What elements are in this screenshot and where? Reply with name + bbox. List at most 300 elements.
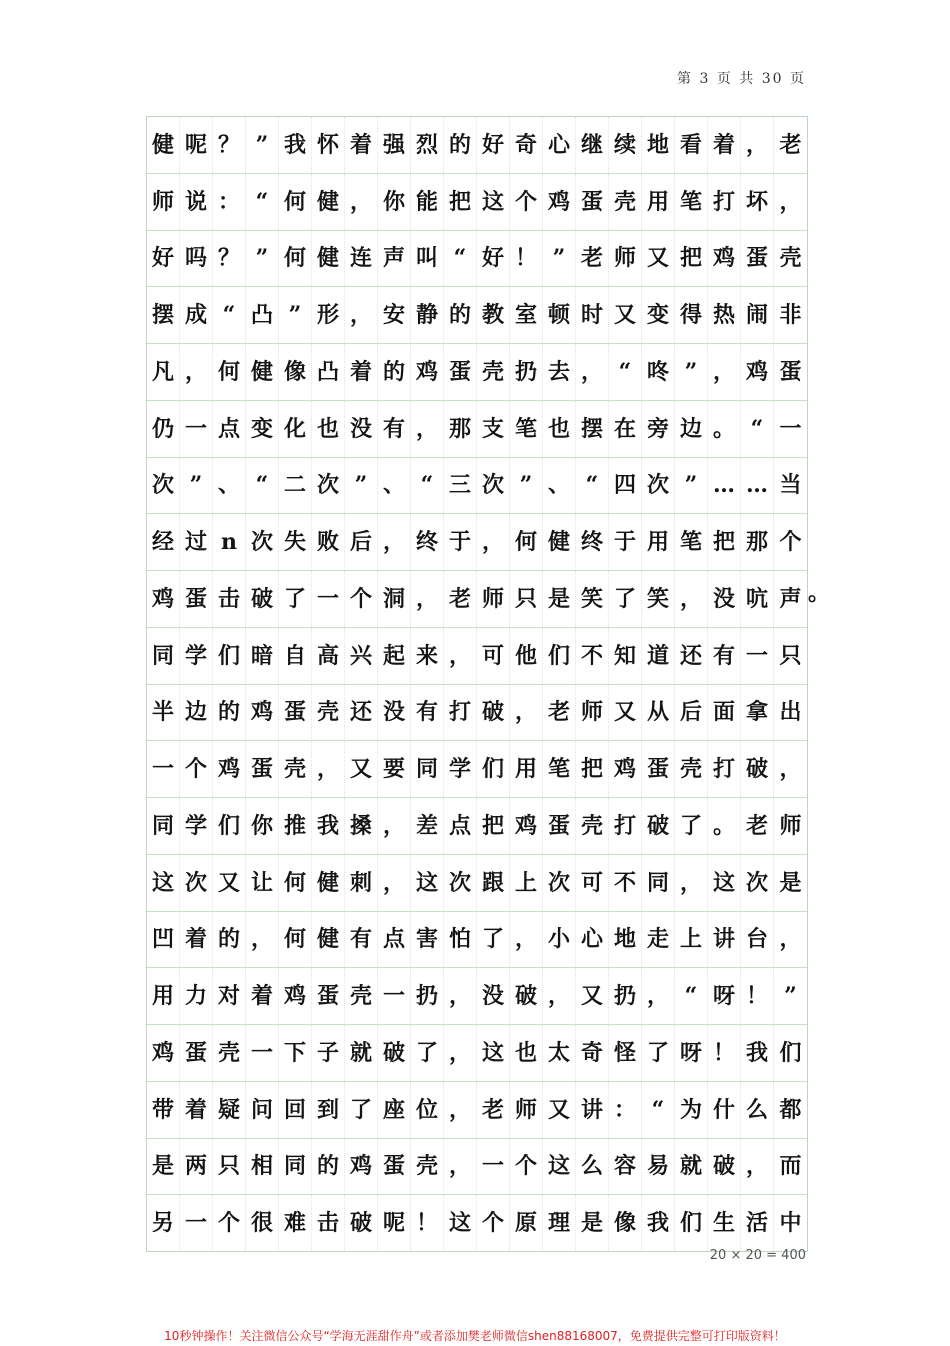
grid-cell: 了 [345, 1082, 378, 1138]
grid-cell: 了 [609, 571, 642, 627]
grid-cell: ， [779, 926, 802, 953]
grid-cell: ” [510, 458, 543, 514]
grid-cell: 师 [477, 571, 510, 627]
grid-cell: 后 [675, 685, 708, 741]
grid-cell: 的 [378, 344, 411, 400]
grid-cell: 次 [477, 458, 510, 514]
grid-cell: 用 [147, 968, 180, 1024]
grid-cell: ： [213, 174, 246, 230]
grid-cell: 有 [411, 685, 444, 741]
grid-cell: 两 [180, 1139, 213, 1195]
grid-cell: 们 [543, 628, 576, 684]
grid-cell: 把 [708, 514, 741, 570]
grid-row [147, 685, 807, 742]
grid-cell: 笔 [675, 514, 708, 570]
grid-cell: 仍 [147, 401, 180, 457]
grid-cell: 理 [543, 1195, 576, 1251]
footer-promo-text: 10秒钟操作！关注微信公众号“学海无涯甜作舟”或者添加樊老师微信shen88168007，免费提供完整可打印版资料！ [164, 1329, 786, 1343]
grid-cell: ， [411, 401, 444, 457]
grid-cell: 我 [312, 798, 345, 854]
grid-cell: 壳 [477, 344, 510, 400]
grid-cell: 鸡 [609, 741, 642, 797]
grid-cell: 变 [246, 401, 279, 457]
grid-cell: ， [510, 685, 543, 741]
grid-cell: 个 [180, 741, 213, 797]
grid-cell: 怕 [444, 912, 477, 968]
grid-cell: 、 [213, 458, 246, 514]
grid-cell: 都 [779, 1096, 802, 1123]
grid-cell: 老 [543, 685, 576, 741]
grid-cell: 原 [510, 1195, 543, 1251]
grid-cell: 鸡 [543, 174, 576, 230]
grid-cell: 破 [378, 1025, 411, 1081]
grid-cell: 蛋 [543, 798, 576, 854]
grid-cell: 像 [609, 1195, 642, 1251]
grid-cell: 可 [576, 855, 609, 911]
grid-cell: 点 [444, 798, 477, 854]
grid-cell: ， [543, 968, 576, 1024]
grid-cell: 何 [279, 174, 312, 230]
grid-row [147, 1025, 807, 1082]
grid-cell: 蛋 [180, 571, 213, 627]
grid-cell: 一 [378, 968, 411, 1024]
grid-cell: 疑 [213, 1082, 246, 1138]
grid-cell: 们 [675, 1195, 708, 1251]
grid-cell: ” [345, 458, 378, 514]
grid-cell: ， [411, 571, 444, 627]
grid-cell: 健 [147, 117, 180, 173]
grid-cell: 看 [675, 117, 708, 173]
grid-cell: ， [779, 188, 802, 215]
grid-cell: 又 [345, 741, 378, 797]
grid-cell: ！ [741, 968, 774, 1024]
grid-cell: 的 [444, 287, 477, 343]
grid-cell: 在 [609, 401, 642, 457]
grid-cell: ， [378, 855, 411, 911]
grid-cell: 为 [675, 1082, 708, 1138]
grid-cell: 也 [543, 401, 576, 457]
grid-cell: 们 [213, 798, 246, 854]
grid-cell: 讲 [708, 912, 741, 968]
grid-row [147, 1139, 807, 1196]
grid-cell: 个 [345, 571, 378, 627]
grid-cell: 破 [345, 1195, 378, 1251]
grid-cell: 这 [477, 1025, 510, 1081]
grid-cell: 何 [510, 514, 543, 570]
grid-cell: 扔 [510, 344, 543, 400]
grid-cell: 三 [444, 458, 477, 514]
grid-cell: 着 [708, 117, 741, 173]
grid-cell: 心 [543, 117, 576, 173]
grid-cell: 健 [312, 855, 345, 911]
grid-cell: 破 [510, 968, 543, 1024]
grid-cell: 击 [213, 571, 246, 627]
grid-cell: 一 [779, 415, 802, 442]
grid-cell: 刺 [345, 855, 378, 911]
grid-row [147, 571, 807, 628]
grid-cell: 着 [345, 344, 378, 400]
grid-cell: 师 [147, 174, 180, 230]
grid-cell: 奇 [576, 1025, 609, 1081]
grid-cell: 续 [609, 117, 642, 173]
grid-cell: 老 [576, 231, 609, 287]
grid-cell: 老 [779, 131, 802, 158]
grid-cell: ， [708, 344, 741, 400]
grid-cell: 扔 [609, 968, 642, 1024]
grid-cell: 可 [477, 628, 510, 684]
grid-row [147, 287, 807, 344]
grid-cell: 蛋 [279, 685, 312, 741]
grid-cell: 二 [279, 458, 312, 514]
grid-cell: “ [444, 231, 477, 287]
grid-cell: 差 [411, 798, 444, 854]
grid-cell: ， [444, 1025, 477, 1081]
grid-cell: 凡 [147, 344, 180, 400]
grid-cell: 只 [779, 642, 802, 669]
grid-cell: 兴 [345, 628, 378, 684]
grid-cell: 又 [609, 685, 642, 741]
grid-cell: 你 [246, 798, 279, 854]
grid-cell: 到 [312, 1082, 345, 1138]
grid-cell: ， [576, 344, 609, 400]
grid-cell: 搡 [345, 798, 378, 854]
grid-cell: 的 [312, 1139, 345, 1195]
grid-cell: ！ [708, 1025, 741, 1081]
grid-cell: 只 [510, 571, 543, 627]
grid-cell: 一 [147, 741, 180, 797]
grid-row [147, 174, 807, 231]
grid-cell: 说 [180, 174, 213, 230]
grid-cell: 终 [411, 514, 444, 570]
grid-cell: 成 [180, 287, 213, 343]
grid-cell: 笑 [642, 571, 675, 627]
grid-cell: 学 [444, 741, 477, 797]
grid-cell: 健 [246, 344, 279, 400]
grid-cell: 个 [510, 1139, 543, 1195]
grid-cell: 打 [708, 741, 741, 797]
grid-cell: 壳 [576, 798, 609, 854]
grid-cell: 这 [411, 855, 444, 911]
grid-cell: 闹 [741, 287, 774, 343]
grid-cell: 又 [576, 968, 609, 1024]
grid-cell: 凸 [246, 287, 279, 343]
grid-cell: 一 [180, 401, 213, 457]
grid-cell: 蛋 [180, 1025, 213, 1081]
grid-cell: 有 [708, 628, 741, 684]
grid-cell: 同 [147, 628, 180, 684]
grid-cell: 去 [543, 344, 576, 400]
grid-cell: 把 [477, 798, 510, 854]
grid-cell: 叫 [411, 231, 444, 287]
grid-cell: 蛋 [741, 231, 774, 287]
grid-cell: 同 [642, 855, 675, 911]
grid-cell: 化 [279, 401, 312, 457]
grid-cell: 破 [741, 741, 774, 797]
grid-cell: 活 [741, 1195, 774, 1251]
grid-cell: 地 [642, 117, 675, 173]
grid-row [147, 1195, 807, 1251]
grid-cell: 上 [675, 912, 708, 968]
grid-cell: 而 [779, 1153, 802, 1180]
grid-cell: 鸡 [411, 344, 444, 400]
grid-cell: 失 [279, 514, 312, 570]
grid-cell: 就 [345, 1025, 378, 1081]
grid-cell: 于 [609, 514, 642, 570]
grid-cell: 点 [213, 401, 246, 457]
grid-count-label: 20 × 20 = 400 [709, 1248, 806, 1263]
grid-cell: ， [378, 798, 411, 854]
grid-cell: 也 [510, 1025, 543, 1081]
grid-cell: 个 [510, 174, 543, 230]
grid-cell: 壳 [312, 685, 345, 741]
grid-cell: 上 [510, 855, 543, 911]
grid-cell: 终 [576, 514, 609, 570]
grid-cell: 鸡 [213, 741, 246, 797]
grid-cell: 那 [444, 401, 477, 457]
grid-cell: 同 [147, 798, 180, 854]
grid-cell: 学 [180, 628, 213, 684]
grid-row [147, 628, 807, 685]
grid-cell: 室 [510, 287, 543, 343]
grid-cell: 壳 [411, 1139, 444, 1195]
grid-cell: 个 [779, 529, 802, 556]
grid-cell: 我 [279, 117, 312, 173]
grid-cell: 笔 [543, 741, 576, 797]
grid-cell: 老 [444, 571, 477, 627]
grid-cell: 子 [312, 1025, 345, 1081]
grid-cell: ， [477, 514, 510, 570]
grid-cell: 座 [378, 1082, 411, 1138]
grid-cell: 容 [609, 1139, 642, 1195]
grid-cell: ” [543, 231, 576, 287]
grid-cell: 着 [246, 968, 279, 1024]
grid-cell: 还 [345, 685, 378, 741]
grid-cell: 摆 [147, 287, 180, 343]
grid-cell: 老 [477, 1082, 510, 1138]
grid-cell: 是 [779, 869, 802, 896]
grid-row [147, 741, 807, 798]
grid-row [147, 798, 807, 855]
grid-cell: 教 [477, 287, 510, 343]
grid-cell: 有 [345, 912, 378, 968]
grid-cell: 不 [609, 855, 642, 911]
grid-cell: 像 [279, 344, 312, 400]
grid-cell: 壳 [779, 245, 802, 272]
grid-cell: 跟 [477, 855, 510, 911]
grid-cell: 又 [543, 1082, 576, 1138]
grid-cell: 一 [741, 628, 774, 684]
grid-cell: 好 [477, 231, 510, 287]
grid-cell: 壳 [213, 1025, 246, 1081]
grid-cell: 鸡 [147, 1025, 180, 1081]
overflow-punctuation: 。 [808, 580, 831, 606]
grid-cell: 是 [543, 571, 576, 627]
grid-cell: 没 [345, 401, 378, 457]
grid-cell: 高 [312, 628, 345, 684]
grid-cell: 变 [642, 287, 675, 343]
grid-cell: 鸡 [510, 798, 543, 854]
grid-cell: 要 [378, 741, 411, 797]
grid-cell: ” [180, 458, 213, 514]
grid-cell: “ [246, 458, 279, 514]
grid-cell: ， [642, 968, 675, 1024]
grid-cell: 健 [543, 514, 576, 570]
grid-cell: 也 [312, 401, 345, 457]
grid-cell: 从 [642, 685, 675, 741]
grid-cell: 壳 [345, 968, 378, 1024]
grid-cell: 没 [378, 685, 411, 741]
grid-cell: 蛋 [246, 741, 279, 797]
grid-cell: 点 [378, 912, 411, 968]
grid-cell: 下 [279, 1025, 312, 1081]
grid-cell: 知 [609, 628, 642, 684]
grid-cell: 呀 [675, 1025, 708, 1081]
grid-cell: 小 [543, 912, 576, 968]
grid-cell: 了 [675, 798, 708, 854]
grid-cell: 摆 [576, 401, 609, 457]
grid-cell: “ [246, 174, 279, 230]
grid-cell: “ [741, 401, 774, 457]
grid-cell: 暗 [246, 628, 279, 684]
grid-cell: 师 [510, 1082, 543, 1138]
grid-cell: 边 [675, 401, 708, 457]
grid-cell: 败 [312, 514, 345, 570]
grid-cell: 笔 [675, 174, 708, 230]
grid-cell: 相 [246, 1139, 279, 1195]
grid-cell: ？ [213, 231, 246, 287]
grid-cell: 这 [147, 855, 180, 911]
grid-cell: ？ [213, 117, 246, 173]
grid-cell: 一 [180, 1195, 213, 1251]
grid-cell: 笔 [510, 401, 543, 457]
grid-cell: 们 [477, 741, 510, 797]
grid-cell: 健 [312, 912, 345, 968]
grid-cell: ， [675, 855, 708, 911]
grid-cell: 这 [477, 174, 510, 230]
grid-cell: 何 [213, 344, 246, 400]
grid-cell: 蛋 [312, 968, 345, 1024]
grid-cell: 么 [741, 1082, 774, 1138]
grid-cell: 打 [444, 685, 477, 741]
grid-cell: 破 [477, 685, 510, 741]
grid-cell: 半 [147, 685, 180, 741]
grid-cell: 又 [642, 231, 675, 287]
grid-cell: 一 [477, 1139, 510, 1195]
grid-cell: 鸡 [741, 344, 774, 400]
grid-cell: “ [609, 344, 642, 400]
grid-cell: 回 [279, 1082, 312, 1138]
grid-row [147, 968, 807, 1025]
grid-cell: ” [246, 231, 279, 287]
grid-cell: 台 [741, 912, 774, 968]
grid-cell: 学 [180, 798, 213, 854]
grid-cell: n [213, 514, 246, 570]
grid-cell: 起 [378, 628, 411, 684]
grid-cell: “ [642, 1082, 675, 1138]
grid-cell: 又 [609, 287, 642, 343]
grid-cell: 用 [642, 514, 675, 570]
grid-cell: 洞 [378, 571, 411, 627]
grid-cell: 同 [411, 741, 444, 797]
grid-cell: 咚 [642, 344, 675, 400]
grid-cell: 出 [779, 699, 802, 726]
grid-cell: 得 [675, 287, 708, 343]
grid-cell: 次 [180, 855, 213, 911]
grid-cell: ： [609, 1082, 642, 1138]
grid-cell: 好 [477, 117, 510, 173]
grid-cell: 何 [279, 855, 312, 911]
grid-cell: 坏 [741, 174, 774, 230]
grid-cell: 个 [477, 1195, 510, 1251]
grid-cell: 们 [213, 628, 246, 684]
grid-cell: 还 [675, 628, 708, 684]
grid-cell: 有 [378, 401, 411, 457]
grid-cell: 鸡 [147, 571, 180, 627]
grid-cell: 道 [642, 628, 675, 684]
grid-cell: ” [784, 983, 797, 1010]
grid-cell: 安 [378, 287, 411, 343]
grid-cell: 一 [246, 1025, 279, 1081]
grid-row [147, 855, 807, 912]
grid-cell: ， [312, 741, 345, 797]
grid-cell: ， [444, 628, 477, 684]
grid-cell: 鸡 [345, 1139, 378, 1195]
grid-cell: ， [741, 117, 774, 173]
grid-cell: 强 [378, 117, 411, 173]
grid-cell: 们 [779, 1039, 802, 1066]
grid-cell: 。 [708, 798, 741, 854]
grid-cell: 同 [279, 1139, 312, 1195]
grid-cell: 对 [213, 968, 246, 1024]
grid-cell: 次 [543, 855, 576, 911]
grid-cell: 他 [510, 628, 543, 684]
grid-cell: 时 [576, 287, 609, 343]
grid-cell: “ [411, 458, 444, 514]
grid-cell: 次 [246, 514, 279, 570]
grid-cell: 带 [147, 1082, 180, 1138]
grid-cell: 好 [147, 231, 180, 287]
grid-cell: 老 [741, 798, 774, 854]
grid-cell: 鸡 [246, 685, 279, 741]
grid-cell: 破 [642, 798, 675, 854]
grid-cell: ， [675, 571, 708, 627]
grid-cell: 这 [708, 855, 741, 911]
grid-cell: 讲 [576, 1082, 609, 1138]
grid-cell: 师 [576, 685, 609, 741]
grid-cell: 吗 [180, 231, 213, 287]
grid-cell: 呀 [708, 968, 741, 1024]
grid-cell: 于 [444, 514, 477, 570]
grid-cell: 次 [642, 458, 675, 514]
grid-cell: 了 [279, 571, 312, 627]
grid-row [147, 912, 807, 969]
grid-cell: 次 [444, 855, 477, 911]
grid-cell: 静 [411, 287, 444, 343]
grid-cell: 壳 [675, 741, 708, 797]
grid-cell: 什 [708, 1082, 741, 1138]
grid-cell: 烈 [411, 117, 444, 173]
grid-cell: 让 [246, 855, 279, 911]
grid-cell: 问 [246, 1082, 279, 1138]
grid-cell: 只 [213, 1139, 246, 1195]
grid-cell: 蛋 [642, 741, 675, 797]
grid-cell: 顿 [543, 287, 576, 343]
grid-cell: 的 [444, 117, 477, 173]
grid-cell: 次 [312, 458, 345, 514]
grid-cell: ， [779, 756, 802, 783]
grid-cell: ， [180, 344, 213, 400]
grid-cell: 当 [779, 472, 802, 499]
